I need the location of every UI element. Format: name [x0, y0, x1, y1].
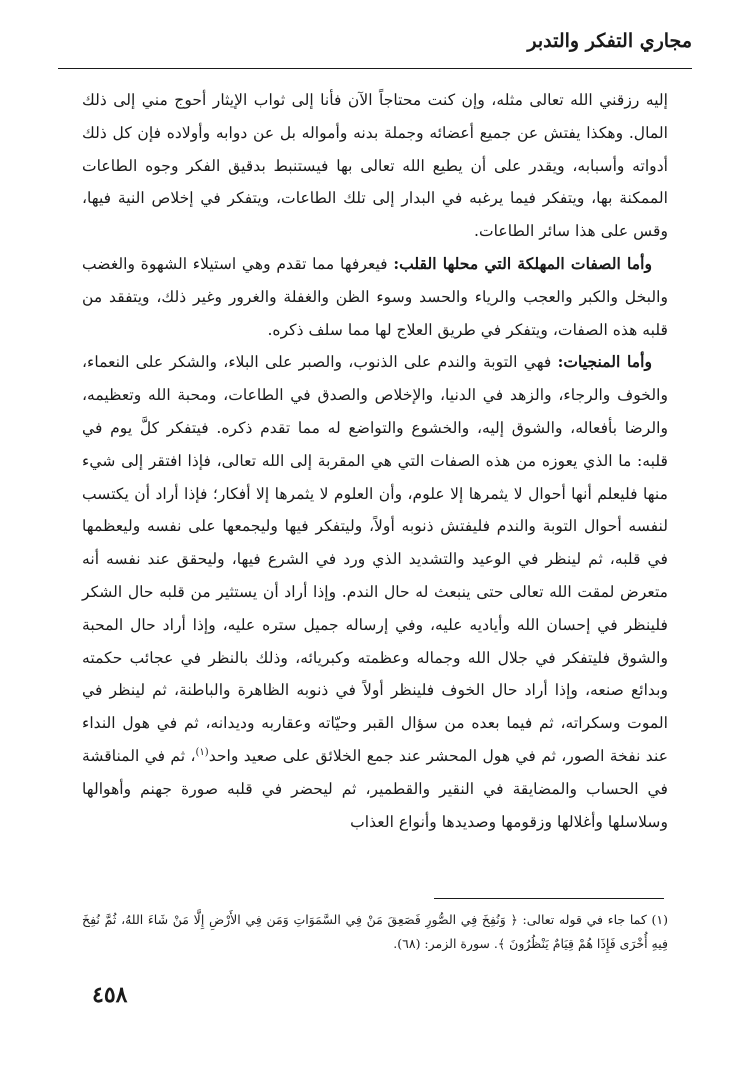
- footnote-reference[interactable]: (١): [195, 746, 209, 758]
- running-head: مجاري التفكر والتدبر: [527, 30, 692, 52]
- header-rule: [58, 68, 692, 69]
- paragraph-giving: إليه رزقني الله تعالى مثله، وإن كنت محتاجاً الآن فأنا إلى ثواب الإيثار أحوج مني إلى ذلك المال. وهكذا يفتش عن جميع أعضائه وجملة بدنه وأمواله بل عن دوابه وأولاده فإن كل ذلك أدواته وأسبابه، ويقدر على أن يطيع الله تعالى بها فيستنبط بدقيق الفكر وجوه الطاعات الممكنة بها، ويتفكر فيما يرغبه في البدار إلى تلك الطاعات، ويتفكر في إخلاص النية فيها، وقس على هذا سائر الطاعات.: [82, 91, 668, 241]
- footnote: (١) كما جاء في قوله تعالى: ﴿ وَنُفِخَ فِي الصُّورِ فَصَعِقَ مَنْ فِي السَّمَوَاتِ وَمَن فِي الأَرْضِ إِلَّا مَنْ شَاءَ اللهُ، ثُمَّ نُفِخَ فِيهِ أُخْرَى فَإِذَا هُمْ قِيَامٌ يَنْظُرُونَ ﴾. سورة الزمر: (٦٨).: [82, 912, 668, 951]
- page-number: ٤٥٨: [92, 982, 128, 1008]
- section-heading-destructive-traits: وأما الصفات المهلكة التي محلها القلب:: [393, 253, 652, 273]
- paragraph-saving-traits: [82, 346, 668, 838]
- paragraph-destructive-traits-text: فيعرفها مما تقدم وهي استيلاء الشهوة والغضب والبخل والكبر والعجب والرياء والحسد وسوء الظن والغفلة والغرور وغير ذلك، ويتفقد من قلبه هذه الصفات، ويتفكر في طريق العلاج لها مما سلف ذكره.: [82, 254, 668, 339]
- section-heading-saving-traits: وأما المنجيات:: [557, 352, 652, 372]
- paragraph-saving-traits-text: فهي التوبة والندم على الذنوب، والصبر على البلاء، والشكر على النعماء، والخوف والرجاء، والزهد في الدنيا، والإخلاص والصدق في الطاعات، ومحبة الله وتعظيمه، والرضا بأفعاله، والشوق إليه، والخشوع والتواضع له مما تقدم ذكره. فيتفكر كلَّ يوم في قلبه: ما الذي يعوزه من هذه الصفات التي هي المقربة إلى الله تعالى، فإذا افتقر إلى شيء منها فليعلم أنها أحوال لا يثمرها إلا علوم، وأن العلوم لا يثمرها إلا أفكار؛ فإذا أراد أن يكتسب لنفسه أحوال التوبة والندم فليفتش ذنوبه أولاً، وليتفكر فيها وليجمعها على نفسه وليعظمها في قلبه، ثم لينظر في الوعيد والتشديد الذي ورد في الشرع فيها، وليحقق عند نفسه أنه متعرض لمقت الله تعالى حتى ينبعث له حال الندم. وإذا أراد أن يستثير من قلبه حال الشكر فلينظر في إحسان الله وأياديه عليه، وفي إرساله جميل ستره عليه، وإذا أراد حال المحبة والشوق فليتفكر في جلال الله وجماله وعظمته وكبريائه، وذلك بالنظر في عجائب حكمته وبدائع صنعه، وإذا أراد حال الخوف فلينظر أولاً في ذنوبه الظاهرة والباطنة، ثم لينظر في الموت وسكراته، ثم فيما بعده من سؤال القبر وحيّاته وعقاربه وديدانه، ثم في هول النداء عند نفخة الصور، ثم في هول المحشر عند جمع الخلائق على صعيد واحد: [82, 353, 668, 765]
- paragraph-saving-traits-continuation: ، ثم في المناقشة في الحساب والمضايقة في النقير والقطمير، ثم ليحضر في قلبه صورة جهنم وأهوالها وسلاسلها وأغلالها وزقومها وصديدها وأنواع العذاب: [82, 746, 668, 831]
- body-text: [82, 84, 668, 838]
- footnote-separator: [434, 898, 664, 899]
- paragraph-destructive-traits: [82, 248, 668, 346]
